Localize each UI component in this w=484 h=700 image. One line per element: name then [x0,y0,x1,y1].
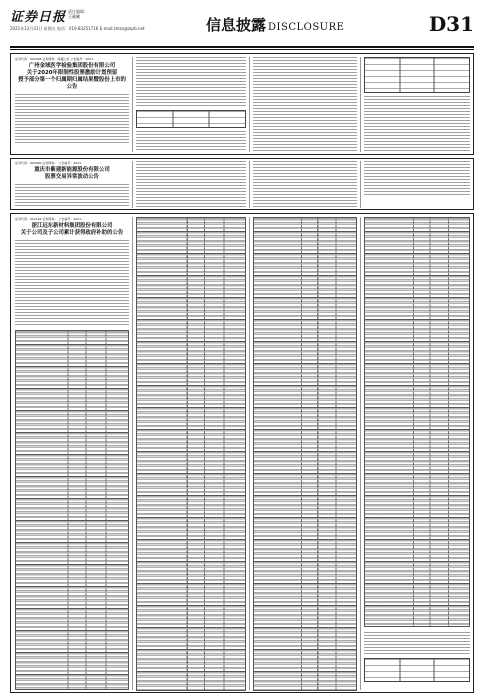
notice-3-code-line: 证券代码：002146 证券简称： 公告编号：2021- [15,217,83,221]
notice-3-subsidy-table-part2 [136,217,246,691]
section-title [206,14,344,35]
notice-3-summary-table [364,658,470,682]
notice-3-subsidy-table-part1 [15,330,129,690]
notice-block-1 [10,53,474,155]
editor-name: 王藏曦 [68,14,80,19]
notice-2-body-col4 [364,161,470,197]
page-number: D31 [428,12,474,36]
notice-3-subsidy-table-part3 [253,217,357,691]
notice-3-subsidy-table-part4 [364,217,470,627]
notice-3-headline: 浙江远东新材料集团股份有限公司 关于公司及子公司累计获得政府补助的公告 [20,223,124,236]
notice-1-body-col4 [364,96,470,151]
masthead-rule-thin [10,49,474,50]
notice-3-closing-text [364,632,470,654]
notice-block-2 [10,158,474,210]
notice-2-code-line: 证券代码：603000 证券简称： 公告编号：2021- [15,161,83,165]
section-title-en: DISCLOSURE [268,22,345,33]
notice-2-body-col2 [136,161,246,207]
notice-2-body-col3 [253,161,357,207]
notice-block-3 [10,213,474,693]
notice-2-intro [15,161,129,209]
masthead [10,4,474,48]
notice-1-code-line: 证券代码：600398 证券简称：海澜之家 公告编号：2021- [15,57,95,61]
notice-1-body-col2 [136,57,246,107]
notice-1-headline: 广州金域医学检验集团股份有限公司 关于2020年限制性股票激励计划预留 授予部分第一个归属期归属结果暨股份上市的 公告 [18,63,126,90]
section-title-cn: 信息披露 [206,16,267,34]
newspaper-logo: 证券日报 [10,10,67,25]
editor-label: 责任编辑： [68,9,88,14]
notice-1-body-text [15,94,129,144]
dateline: 2021年12月31日 星期五 电话：010-83251716 E-mail:zmzx@zqrb.net [10,26,145,31]
notice-1-table-a [136,110,246,128]
notice-2-body-text [15,184,129,206]
masthead-rule [10,46,474,48]
notice-1-body-col2b [136,131,246,151]
notice-1-body-col3 [253,57,357,151]
editor-credits [68,9,88,19]
notice-1-table-b [364,57,470,93]
notice-2-headline: 重庆市紫建新能源股份有限公司 股票交易异常波动公告 [34,167,110,180]
notice-1-intro [15,57,129,153]
notice-3-body-text [15,240,129,326]
notice-3-col1 [15,217,129,691]
